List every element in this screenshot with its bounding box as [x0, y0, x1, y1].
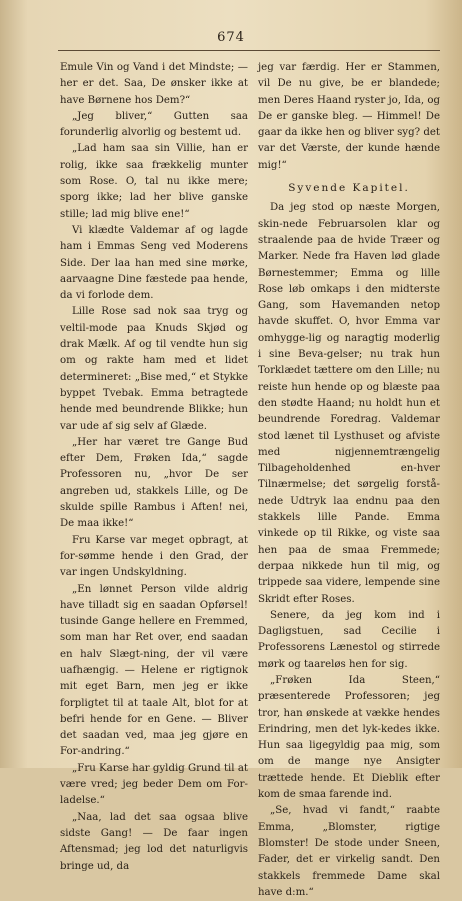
paragraph: Senere, da jeg kom ind i Dagligstuen, sad Cecilie i Professorens Lænestol og stirrede mørk og taareløs hen for sig. [258, 609, 440, 670]
paragraph: „Jeg bliver,“ Gutten saa forunderlig alvorlig og bestemt ud. [60, 110, 248, 139]
header-rule [58, 50, 440, 51]
paragraph: „Lad ham saa sin Villie, han er rolig, ikke saa frækkelig munter som Rose. O, tal nu ikke mere; sporg ikke; lad her blive ganske stille; lad mig blive ene!“ [60, 143, 248, 220]
left-column [60, 60, 248, 875]
paragraph: Da jeg stod op næste Morgen, skin-nede Februarsolen klar og straalende paa de hvide Træer og Marker. Nede fra Haven lød glade Børnestemmer; Emma og lille Rose løb omkaps i den midterste Gang, som Havemanden netop havde skuffet. O, hvor Emma var omhygge-lig og naragtig moderlig i sine Beva-gelser; nu trak hun Torklædet tættere om den Lille; nu reiste hun hende op og blæste paa den stødte Haand; nu holdt hun et beundrende Foredrag. Valdemar stod lænet til Lysthuset og afviste med nigjennemtrængelig Tilbageholdenhed en-hver Tilnærmelse; det sørgelig forstå-nede Udtryk laa endnu paa den stakkels lille Pande. Emma vinkede op til Rikke, og viste saa hen paa de smaa Fremmede; derpaa nikkede hun til mig, og trippede saa videre, lempende sine Skridt efter Roses. [258, 202, 440, 605]
paragraph: Lille Rose sad nok saa tryg og veltil-mode paa Knuds Skjød og drak Mælk. Af og til vendte hun sig om og rakte ham med et lidet determineret: „Bise med,“ et Stykke byppet Tvebak. Emma betragtede hende med beundrende Blikke; hun var ude af sig selv af Glæde. [60, 306, 248, 432]
paragraph: „Fru Karse har gyldig Grund til at være vred; jeg beder Dem om For-ladelse.“ [60, 762, 248, 807]
page-number: 674 [217, 30, 245, 45]
paragraph: Emule Vin og Vand i det Mindste; — her er det. Saa, De ønsker ikke at have Børnene hos Dem?“ [60, 62, 248, 106]
paragraph: „Her har været tre Gange Bud efter Dem, Frøken Ida,“ sagde Professoren nu, „hvor De ser angreben ud, stakkels Lille, og De skulde spille Rambus i Aften! nei, De maa ikke!“ [60, 436, 248, 530]
chapter-title: Syvende Kapitel. [288, 182, 410, 195]
paragraph: „Se, hvad vi fandt,“ raabte Emma, „Blomster, rigtige Blomster! De stode under Sneen, Fader, det er virkelig sandt. Den stakkels fremmede Dame skal have d:m.“ [258, 805, 440, 898]
paragraph: „Naa, lad det saa ogsaa blive sidste Gang! — De faar ingen Aftensmad; jeg lod det naturligvis bringe ud, da [60, 811, 248, 872]
paragraph: jeg var færdig. Her er Stammen, vil De nu give, be er blandede; men Deres Haand ryster jo, Ida, og De er ganske bleg. — Himmel! De gaar da ikke hen og bliver syg? det var det Værste, der kunde hænde mig!“ [258, 62, 441, 171]
paragraph: „Frøken Ida Steen,“ præsenterede Professoren; jeg tror, han ønskede at vække hendes Erindring, men det lyk-kedes ikke. Hun saa ligegyldig paa mig, som om de mange nye Ansigter trættede hende. Et Dieblik efter kom de smaa farende ind. [258, 674, 440, 801]
paragraph: „En lønnet Person vilde aldrig have tilladt sig en saadan Opførsel! tusinde Gange hellere en Fremmed, som man har Ret over, end saadan en halv Slægt-ning, der vil være uafhængig. — Helene er rigtignok mit eget Barn, men jeg er ikke forpligtet til at taale Alt, blot for at befri hende for en Gene. — Bliver det saadan ved, maa jeg gjøre en For-andring.“ [60, 583, 248, 758]
paragraph: Fru Karse var meget opbragt, at for-sømme hende i den Grad, der var ingen Undskyldning. [60, 534, 248, 579]
right-column [258, 60, 440, 901]
paragraph: Vi klædte Valdemar af og lagde ham i Emmas Seng ved Moderens Side. Der laa han med sine mørke, aarvaagne Dine fæstede paa hende, da vi forlode dem. [60, 224, 248, 302]
